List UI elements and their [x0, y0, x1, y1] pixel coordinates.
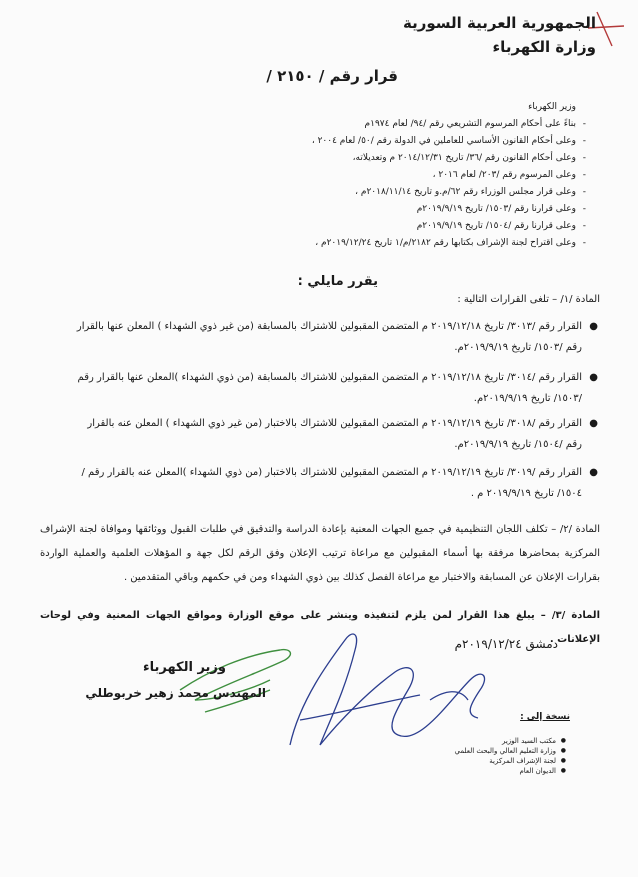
list-item: ● الديوان العام: [455, 766, 566, 776]
bullet-icon: ●: [589, 372, 598, 383]
article-1-heading: المادة /١/ – تلغى القرارات التالية :: [457, 294, 600, 305]
article-1-item: ● القرار رقم /٣٠١٩/ تاريخ ٢٠١٩/١٢/١٩ م المتضمن المقبولين للاشتراك بالاختبار (من ذوي الشهداء )المعلن عنه بالقرار رقم /١٥٠٤/ تاريخ ٢٠١٩/٩/١٩ م .: [72, 462, 582, 504]
bullet-icon: ●: [589, 467, 598, 478]
preamble-item: - وعلى قرار مجلس الوزراء رقم ٦٢/م.و تاريخ ٢٠١٨/١١/١٤م ،: [355, 187, 586, 197]
bullet-icon: ●: [589, 418, 598, 429]
preamble-item: - بناءً على أحكام المرسوم التشريعي رقم /٩٤/ لعام ١٩٧٤م: [364, 119, 586, 129]
preamble-item: - وعلى قرارنا رقم /١٥٠٣/ تاريخ ٢٠١٩/٩/١٩م: [416, 204, 586, 214]
preamble-item: - وعلى أحكام القانون رقم /٣٦/ تاريخ ٢٠١٤/١٢/٣١ م وتعديلاته،: [352, 153, 586, 163]
signature-title: وزير الكهرباء: [142, 660, 226, 675]
copy-to-heading: نسخة إلى :: [520, 712, 570, 722]
copy-to-list: [455, 736, 566, 776]
signature-name: المهندس محمد زهير خربوطلي: [85, 686, 266, 700]
ministry-header: وزارة الكهرباء: [492, 38, 596, 56]
preamble-item: - وعلى اقتراح لجنة الإشراف بكتابها رقم ٢١٨٢/م/١ تاريخ ٢٠١٩/١٢/٢٤م ،: [315, 238, 586, 248]
article-3-text: المادة /٣/ – يبلغ هذا القرار لمن يلزم لتنفيذه وينشر على موقع الوزارة ومواقع الجهات المعنية وفي لوحات الإعلانات .: [40, 610, 600, 645]
list-item: ● وزارة التعليم العالي والبحث العلمي: [455, 746, 566, 756]
list-item: ● مكتب السيد الوزير: [455, 736, 566, 746]
country-header: الجمهورية العربية السورية: [403, 14, 596, 32]
date-line: دمشق ٢٠١٩/١٢/٢٤م: [454, 637, 558, 651]
article-1-item: ● القرار رقم /٣٠١٤/ تاريخ ٢٠١٩/١٢/١٨ م المتضمن المقبولين للاشتراك بالمسابقة (من ذوي الشهداء )المعلن عنها بالقرار رقم /١٥٠٣/ تاريخ ٢٠١٩/٩/١٩م.: [72, 367, 582, 409]
preamble-item: - وعلى أحكام القانون الأساسي للعاملين في الدولة رقم /٥٠/ لعام ٢٠٠٤ ،: [311, 136, 586, 146]
preamble-item: - وعلى المرسوم رقم /٢٠٣/ لعام ٢٠١٦ ،: [432, 170, 586, 180]
decision-title: قرار رقم / ٢١٥٠ /: [266, 67, 398, 85]
list-item: ● لجنة الإشراف المركزية: [455, 756, 566, 766]
article-1-item: ● القرار رقم /٣٠١٣/ تاريخ ٢٠١٩/١٢/١٨ م المتضمن المقبولين للاشتراك بالمسابقة (من غير ذوي الشهداء ) المعلن عنها بالقرار رقم /١٥٠٣/ تاريخ ٢٠١٩/٩/١٩م.: [72, 316, 582, 358]
article-2-text: المادة /٢/ – تكلف اللجان التنظيمية في جميع الجهات المعنية بإعادة الدراسة والتدقيق في طلبات القبول ووثائقها وموافاة لجنة الإشراف المركزية بمحاضرها مرفقة بها أسماء المقبولين مع مراعاة ترتيب الإعلان وفق الرقم لكل جهة و المؤهلات العلمية والعملية الواردة بقرارات الإعلان عن المسابقة والاختبار مع مراعاة الفصل كذلك بين ذوي الشهداء ومن في حكمهم وباقي المتقدمين .: [40, 524, 600, 583]
bullet-icon: ●: [589, 321, 598, 332]
preamble-item: - وعلى قرارنا رقم /١٥٠٤/ تاريخ ٢٠١٩/٩/١٩م: [416, 221, 586, 231]
decides-heading: يقرر مايلي :: [297, 274, 378, 289]
preamble-minister: وزير الكهرباء: [528, 102, 576, 112]
article-1-item: ● القرار رقم /٣٠١٨/ تاريخ ٢٠١٩/١٢/١٩ م المتضمن المقبولين للاشتراك بالاختبار (من غير ذوي الشهداء ) المعلن عنه بالقرار رقم /١٥٠٤/ تاريخ ٢٠١٩/٩/١٩م.: [72, 413, 582, 455]
